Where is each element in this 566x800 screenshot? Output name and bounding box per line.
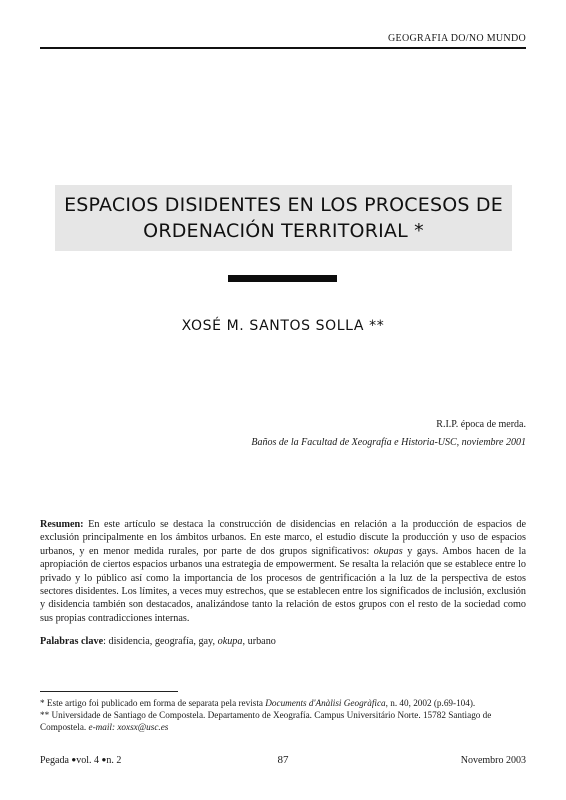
bullet-icon: ● (71, 755, 77, 764)
keywords-text-b: , urbano (242, 636, 276, 647)
abstract-text-b: y gays. Ambos hacen de la apropiación de ciertos espacios urbanos una estrategia de empowerment. Se resalta la relación que se establece entre lo privado y lo público así como la importancia de los procesos de gentrificación a la luz de la perspectiva de estos sectores disidentes. Los límites, a veces muy estrechos, que se establecen entre los significados de inclusión, exclusión y disidencia también son destacados, analizándose tanto la relación de estos grupos con el resto de la sociedad como sus propias contradicciones internas. (40, 545, 526, 624)
footnote-1-text-a: * Este artigo foi publicado em forma de separata pela revista (40, 698, 266, 708)
title-line-2: ORDENACIÓN TERRITORIAL * (143, 220, 424, 242)
abstract-italic: okupas (373, 545, 403, 557)
footnote-2-email: e-mail: xoxsx@usc.es (88, 722, 169, 732)
page-number: 87 (277, 754, 289, 766)
title-underline-bar (228, 275, 337, 282)
abstract-text-a: En este artículo se destaca la construcción de disidencias en relación a la producción de espacios de exclusión principalmente en los ámbitos urbanos. En este marco, el estudio discute la producción y uso de espacios urbanos, y en menor medida rurales, por parte de dos grupos significativos: (40, 519, 526, 557)
footer-journal-name: Pegada (40, 755, 69, 766)
epigraph-quote: R.I.P. época de merda. (436, 419, 526, 430)
keywords (40, 636, 526, 647)
title-box (55, 185, 512, 251)
footnote-1-italic: Documents d'Anàlisi Geogràfica (265, 698, 386, 708)
footnote-1 (40, 697, 526, 709)
bullet-icon: ● (101, 755, 107, 764)
epigraph-source: Baños de la Facultad de Xeografía e Historia-USC, noviembre 2001 (251, 437, 526, 448)
header-rule (40, 47, 526, 49)
running-head: GEOGRAFIA DO/NO MUNDO (388, 33, 526, 44)
footer-number: n. 2 (106, 755, 122, 766)
abstract-label: Resumen: (40, 519, 84, 530)
footnote-2 (40, 709, 526, 733)
footnote-rule (40, 691, 178, 692)
abstract (40, 518, 526, 625)
keywords-label: Palabras clave (40, 636, 104, 647)
title-line-1: ESPACIOS DISIDENTES EN LOS PROCESOS DE (64, 194, 503, 216)
keywords-italic: okupa (217, 636, 243, 647)
footnotes (40, 697, 526, 733)
footer-date: Novembro 2003 (460, 755, 526, 766)
author-name: XOSÉ M. SANTOS SOLLA ** (181, 318, 385, 334)
keywords-text-a: : disidencia, geografía, gay, (103, 636, 218, 647)
footnote-1-text-b: , n. 40, 2002 (p.69-104). (385, 698, 476, 708)
footer-volume: vol. 4 (76, 755, 100, 766)
footnote-2-text: ** Universidade de Santiago de Compostela. Departamento de Xeografía. Campus Universitário Norte. 15782 Santiago de Compostela. (40, 710, 492, 732)
